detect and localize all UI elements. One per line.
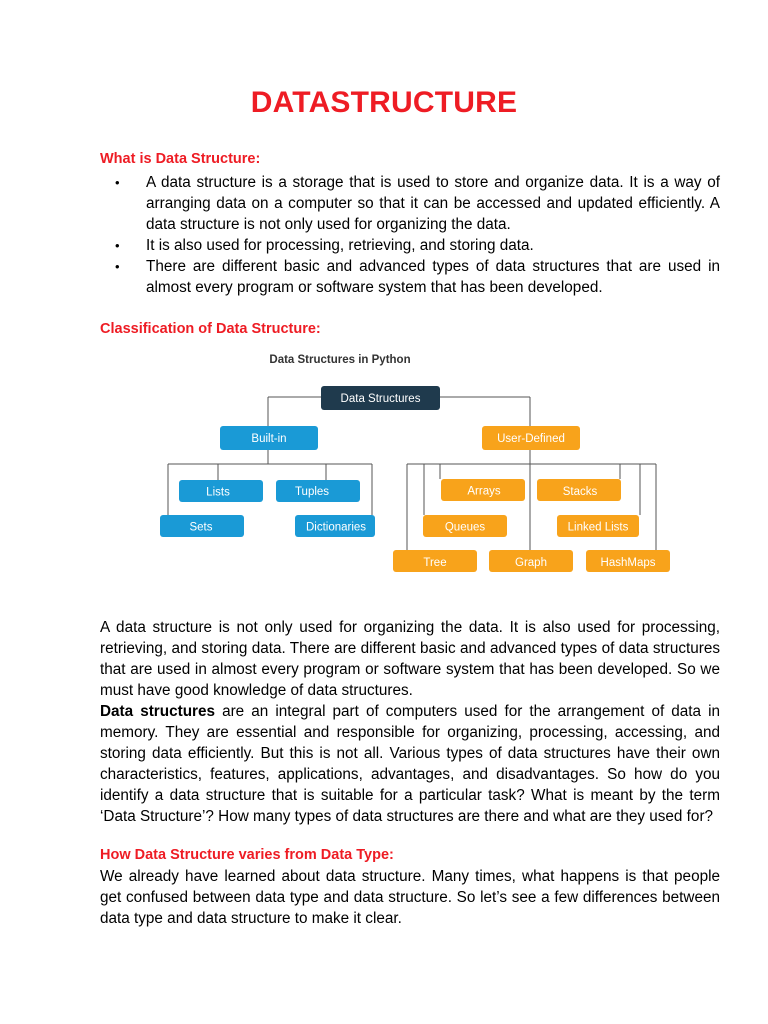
diagram-title: Data Structures in Python (269, 354, 411, 366)
section-heading-what-is: What is Data Structure: (100, 151, 261, 167)
paragraph-bold-lead: Data structures (100, 703, 216, 720)
paragraph-intro: A data structure is not only used for organizing the data. It is also used for processing, retrieving, and storing data. There are different basic and advanced types of data structures that are used in almost every program or software system that has been developed. So we must have good knowledge of data structures. (100, 619, 720, 699)
paragraph-data-structures (100, 701, 720, 827)
bullet-text: There are different basic and advanced types of data structures that are used in almost every program or software system that has been developed. (146, 258, 720, 296)
node-built-in-label: Built-in (251, 433, 287, 445)
node-linked-lists-label: Linked Lists (567, 521, 629, 534)
bullet-item (100, 256, 720, 298)
node-stacks-label: Stacks (562, 486, 598, 498)
paragraph-data-type: We already have learned about data structure. Many times, what happens is that people get confused between data type and data structure. So let’s see a few differences between data type and data structure to make it clear. (100, 868, 720, 927)
bullet-list (100, 172, 720, 298)
section-heading-varies: How Data Structure varies from Data Type: (100, 847, 394, 863)
paragraph-body: are an integral part of computers used for the arrangement of data in memory. They are essential and responsible for organizing, processing, accessing, and storing data efficiently. But this is not all. Various types of data structures have their own characteristics, features, applications, advantages, and disadvantages. So how do you identify a data structure that is suitable for a particular task? What is meant by the term ‘Data Structure’? How many types of data structures are there and what are they used for? (100, 703, 721, 825)
node-queues-label: Queues (444, 521, 486, 534)
node-user-defined-label: User-Defined (497, 433, 565, 445)
bullet-text: A data structure is a storage that is used to store and organize data. It is a way of arranging data on a computer so that it can be accessed and updated efficiently. A data structure is not only used for organizing the data. (146, 174, 720, 233)
bullet-icon: • (115, 175, 120, 190)
node-arrays-label: Arrays (467, 485, 501, 498)
node-sets-label: Sets (189, 521, 213, 534)
node-hashmaps-label: HashMaps (600, 557, 656, 569)
node-dictionaries-label: Dictionaries (305, 521, 367, 534)
section-heading-classification: Classification of Data Structure: (100, 321, 321, 337)
node-tree-label: Tree (423, 557, 447, 569)
node-graph-label: Graph (515, 557, 547, 569)
document-title: DATASTRUCTURE (250, 86, 518, 119)
node-data-structures-label: Data Structures (340, 393, 421, 405)
bullet-item (100, 235, 720, 256)
node-tuples-label: Tuples (294, 486, 330, 498)
node-lists-label: Lists (206, 486, 230, 499)
bullet-item (100, 172, 720, 235)
bullet-text: It is also used for processing, retrieving, and storing data. (146, 237, 534, 254)
bullet-icon: • (115, 238, 120, 253)
data-structures-diagram (150, 340, 680, 580)
bullet-icon: • (115, 259, 120, 274)
